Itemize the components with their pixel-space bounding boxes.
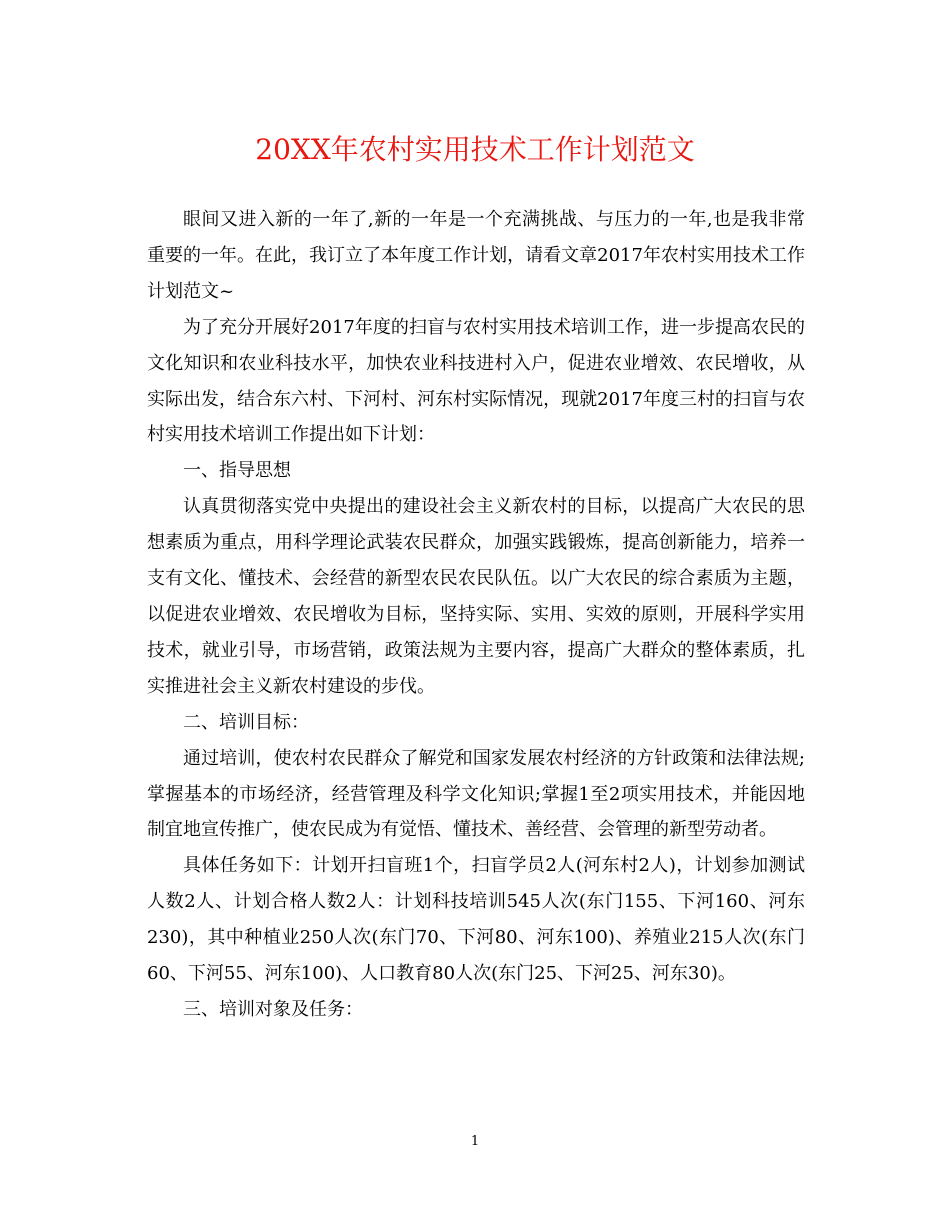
section-heading-training-goals: 二、培训目标： — [183, 711, 309, 733]
paragraph-guiding-ideology: 认真贯彻落实党中央提出的建设社会主义新农村的目标，以提高广大农民的思想素质为重点，用科学理论武装农民群众，加强实践锻炼，提高创新能力，培养一支有文化、懂技术、会经营的新型农民农民队伍。以广大农民的综合素质为主题，以促进农业增效、农民增收为目标，坚持实际、实用、实效的原则，开展科学实用技术，就业引导，市场营销，政策法规为主要内容，提高广大群众的整体素质，扎实推进社会主义新农村建设的步伐。 — [147, 496, 805, 697]
document-body — [147, 202, 805, 1028]
page-number: 1 — [470, 1134, 480, 1149]
section-heading-guiding-ideology: 一、指导思想 — [183, 460, 291, 482]
paragraph-training-goals: 通过培训，使农村农民群众了解党和国家发展农村经济的方针政策和法律法规;掌握基本的市场经济，经营管理及科学文化知识;掌握1至2项实用技术，并能因地制宜地宣传推广，使农民成为有觉悟、懂技术、善经营、会管理的新型劳动者。 — [147, 747, 805, 841]
document-title: 20XX年农村实用技术工作计划范文 — [255, 133, 695, 166]
paragraph-intro: 眼间又进入新的一年了,新的一年是一个充满挑战、与压力的一年,也是我非常重要的一年。在此，我订立了本年度工作计划，请看文章2017年农村实用技术工作计划范文~ — [147, 209, 805, 302]
paragraph-specific-tasks: 具体任务如下：计划开扫盲班1个，扫盲学员2人(河东村2人)，计划参加测试人数2人、计划合格人数2人：计划科技培训545人次(东门155、下河160、河东230)，其中种植业250人次(东门70、下河80、河东100)、养殖业215人次(东门60、下河55、河东100)、人口教育80人次(东门25、下河25、河东30)。 — [147, 855, 805, 985]
section-heading-training-targets: 三、培训对象及任务： — [183, 998, 363, 1020]
paragraph-purpose: 为了充分开展好2017年度的扫盲与农村实用技术培训工作，进一步提高农民的文化知识和农业科技水平，加快农业科技进村入户，促进农业增效、农民增收，从实际出发，结合东六村、下河村、河东村实际情况，现就2017年度三村的扫盲与农村实用技术培训工作提出如下计划： — [147, 316, 805, 446]
